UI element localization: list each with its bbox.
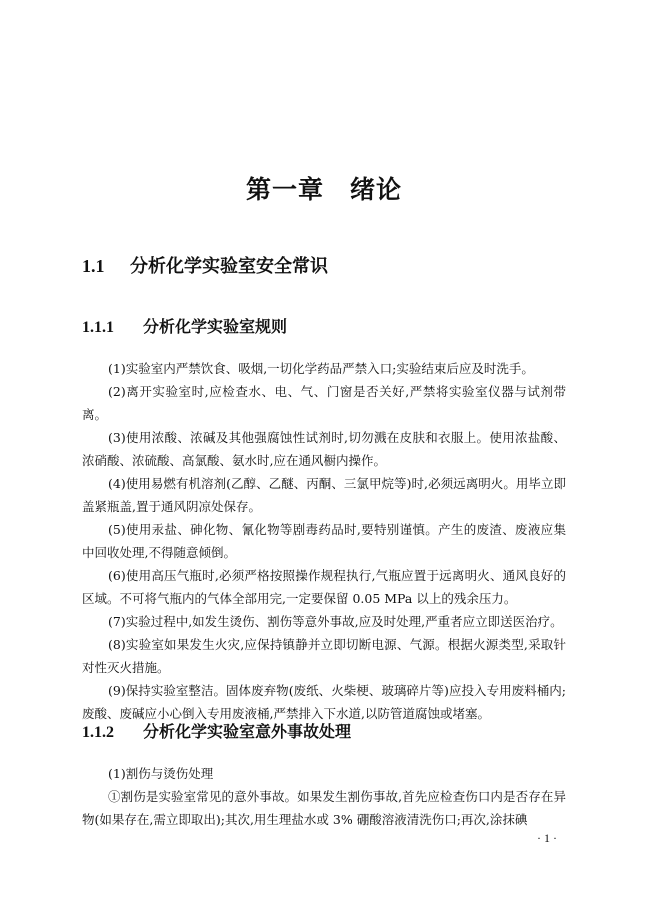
accident-handling-list [82, 762, 566, 831]
rule-item: (2)离开实验室时,应检查水、电、气、门窗是否关好,严禁将实验室仪器与试剂带离。 [82, 384, 566, 422]
section-title: 分析化学实验室意外事故处理 [143, 722, 352, 741]
section-heading-1-1-2 [82, 719, 351, 742]
rule-item: (4)使用易燃有机溶剂(乙醇、乙醚、丙酮、三氯甲烷等)时,必须远离明火。用毕立即盖紧瓶盖,置于通风阴凉处保存。 [82, 476, 566, 514]
section-heading-1-1 [82, 252, 328, 278]
rule-item: (5)使用汞盐、砷化物、氰化物等剧毒药品时,要特别谨慎。产生的废渣、废液应集中回收处理,不得随意倾倒。 [82, 522, 566, 560]
rule-item: (7)实验过程中,如发生烫伤、割伤等意外事故,应及时处理,严重者应立即送医治疗。 [108, 614, 563, 629]
page-number: · 1 · [537, 831, 557, 845]
chapter-title: 第一章 绪论 [245, 175, 402, 204]
section-number: 1.1 [82, 256, 105, 276]
accident-item: (1)割伤与烫伤处理 [108, 766, 214, 781]
lab-rules-list [82, 357, 566, 725]
section-number: 1.1.1 [82, 319, 114, 336]
rule-item: (9)保持实验室整洁。固体废弃物(废纸、火柴梗、玻璃碎片等)应投入专用废料桶内;废酸、废碱应小心倒入专用废液桶,严禁排入下水道,以防管道腐蚀或堵塞。 [82, 683, 566, 721]
section-title: 分析化学实验室安全常识 [130, 256, 328, 277]
section-number: 1.1.2 [82, 724, 114, 741]
accident-item: ①割伤是实验室常见的意外事故。如果发生割伤事故,首先应检查伤口内是否存在异物(如果存在,需立即取出);其次,用生理盐水或 3% 硼酸溶液清洗伤口;再次,涂抹碘 [82, 789, 566, 827]
rule-item: (6)使用高压气瓶时,必须严格按照操作规程执行,气瓶应置于远离明火、通风良好的区域。不可将气瓶内的气体全部用完,一定要保留 0.05 MPa 以上的残余压力。 [82, 568, 566, 606]
section-heading-1-1-1 [82, 314, 287, 337]
rule-item: (8)实验室如果发生火灾,应保持镇静并立即切断电源、气源。根据火源类型,采取针对性灭火措施。 [82, 637, 566, 675]
rule-item: (1)实验室内严禁饮食、吸烟,一切化学药品严禁入口;实验结束后应及时洗手。 [108, 361, 534, 376]
rule-item: (3)使用浓酸、浓碱及其他强腐蚀性试剂时,切勿溅在皮肤和衣服上。使用浓盐酸、浓硝酸、浓硫酸、高氯酸、氨水时,应在通风橱内操作。 [82, 430, 566, 468]
section-title: 分析化学实验室规则 [143, 317, 288, 336]
